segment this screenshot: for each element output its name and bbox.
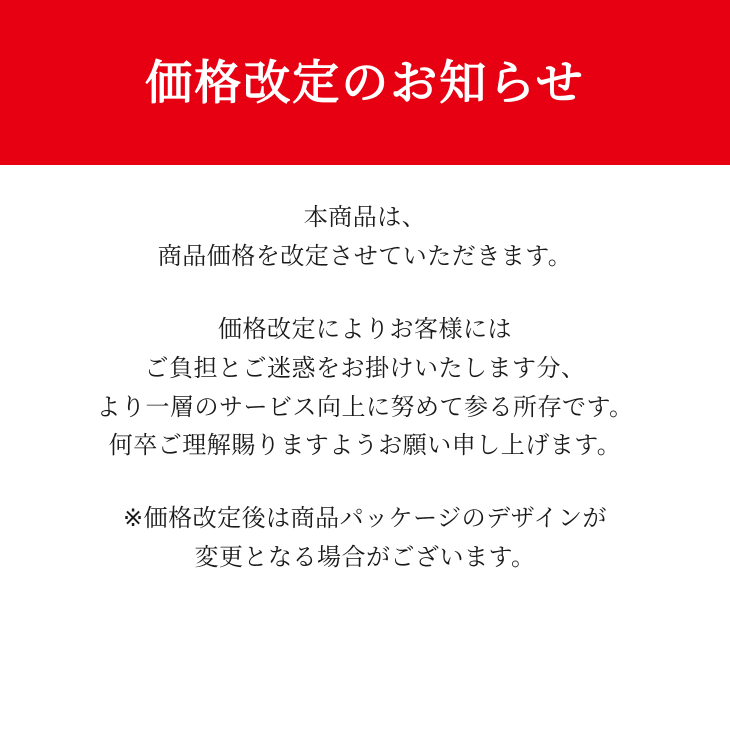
notice-body (0, 165, 730, 578)
page-title: 価格改定のお知らせ (145, 55, 585, 109)
notice-paragraph-3 (30, 500, 700, 578)
notice-line: ご負担とご迷惑をお掛けいたします分、 (144, 354, 586, 382)
notice-line: 変更となる場合がございます。 (194, 544, 536, 572)
notice-paragraph-1 (30, 199, 700, 277)
notice-line: ※価格改定後は商品パッケージのデザインが (123, 505, 607, 533)
notice-line: 本商品は、 (303, 204, 427, 231)
notice-line: より一層のサービス向上に努めて参る所存です。 (96, 393, 634, 421)
notice-paragraph-2 (30, 311, 700, 467)
notice-line: 何卒ご理解賜りますようお願い申し上げます。 (108, 432, 622, 460)
notice-line: 価格改定によりお客様には (218, 315, 512, 343)
notice-banner (0, 0, 730, 165)
notice-line: 商品価格を改定させていただきます。 (157, 242, 573, 270)
